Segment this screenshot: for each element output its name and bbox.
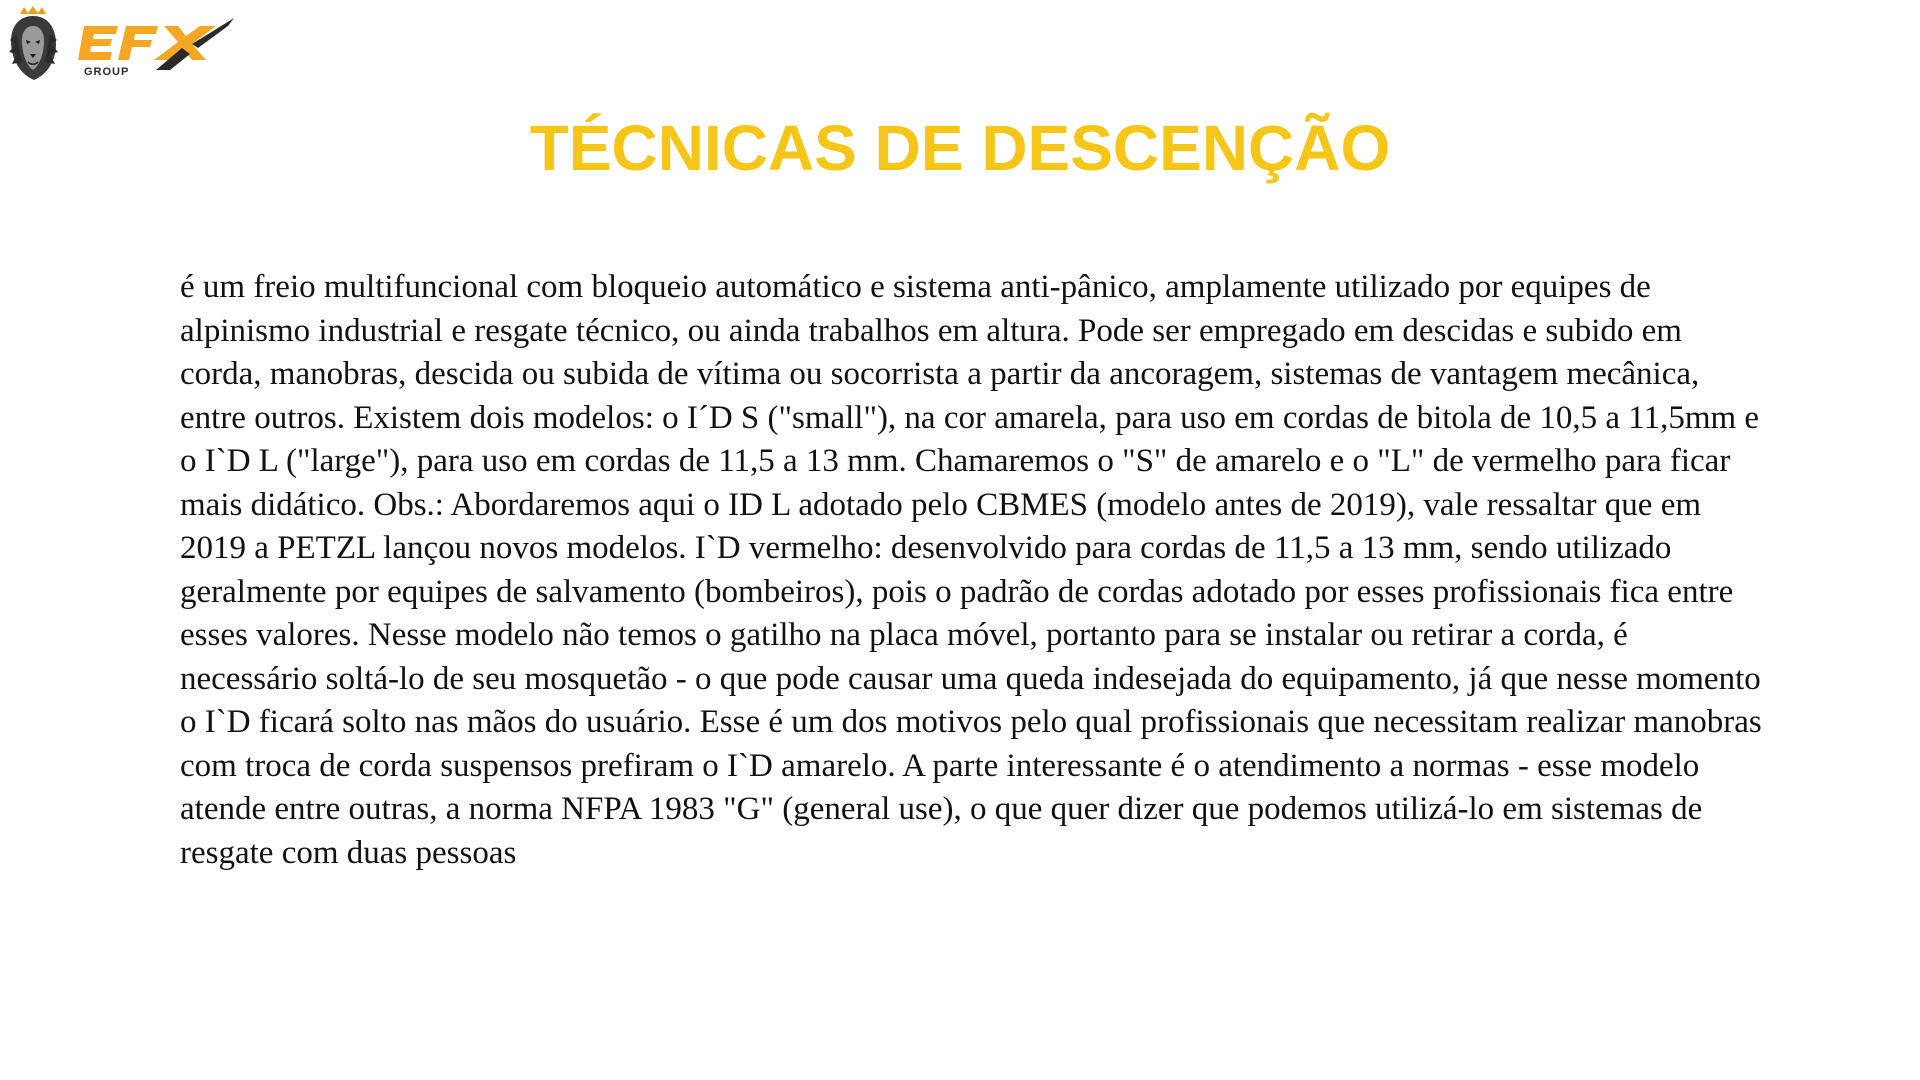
efx-group-logo: [6, 4, 236, 84]
lion-head-icon: [9, 6, 58, 80]
slide-title: TÉCNICAS DE DESCENÇÃO: [529, 112, 1391, 184]
efx-lettering: [78, 18, 234, 70]
slide-body-text: é um freio multifuncional com bloqueio automático e sistema anti-pânico, amplamente utilizado por equipes de alpinismo industrial e resgate técnico, ou ainda trabalhos em altura. Pode ser empregado em descidas e subido em corda, manobras, descida ou subida de vítima ou socorrista a partir da ancoragem, sistemas de vantagem mecânica, entre outros. Existem dois modelos: o I´D S ("small"), na cor amarela, para uso em cordas de bitola de 10,5 a 11,5mm e o I`D L ("large"), para uso em cordas de 11,5 a 13 mm. Chamaremos o "S" de amarelo e o "L" de vermelho para ficar mais didático. Obs.: Abordaremos aqui o ID L adotado pelo CBMES (modelo antes de 2019), vale ressaltar que em 2019 a PETZL lançou novos modelos. I`D vermelho: desenvolvido para cordas de 11,5 a 13 mm, sendo utilizado geralmente por equipes de salvamento (bombeiros), pois o padrão de cordas adotado por esses profissionais fica entre esses valores. Nesse modelo não temos o gatilho na placa móvel, portanto para se instalar ou retirar a corda, é necessário soltá-lo de seu mosquetão - o que pode causar uma queda indesejada do equipamento, já que nesse momento o I`D ficará solto nas mãos do usuário. Esse é um dos motivos pelo qual profissionais que necessitam realizar manobras com troca de corda suspensos prefiram o I`D amarelo. A parte interessante é o atendimento a normas - esse modelo atende entre outras, a norma NFPA 1983 "G" (general use), o que quer dizer que podemos utilizá-lo em sistemas de resgate com duas pessoas: [180, 269, 1762, 871]
group-label: GROUP: [84, 66, 130, 78]
